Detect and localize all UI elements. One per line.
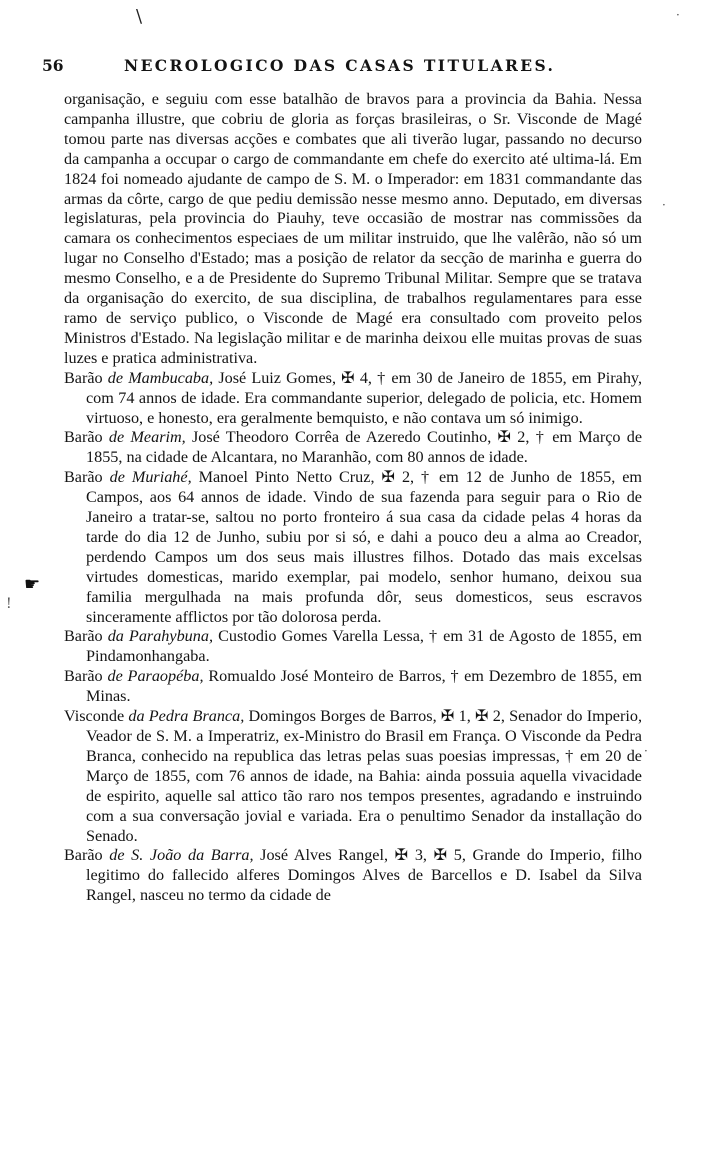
entry-rank: Barão — [64, 428, 103, 447]
obituary-entry — [64, 468, 642, 627]
continued-paragraph: organisação, e seguiu com esse batalhão de bravos para a provincia da Bahia. Nessa campanha illustre, que cobriu de gloria as forças brasileiras, o Sr. Visconde de Magé tomou parte nas diversas acções e combates que ali tiverão lugar, passando no decurso da campanha a occupar o cargo de commandante em chefe do exercito até ultima-lá. Em 1824 foi nomeado ajudante de campo de S. M. o Imperador: em 1831 commandante das armas da côrte, cargo de que pediu demissão nesse mesmo anno. Deputado, em diversas legislaturas, pela provincia do Piauhy, teve occasião de mostrar nas commissões da camara os conhecimentos especiaes de um militar instruido, que lhe valêrão, não só um lugar no Conselho d'Estado; mas a posição de relator da secção de marinha e guerra do mesmo Conselho, e a de Presidente do Supremo Tribunal Militar. Sempre que se tratava da organisação do exercito, de sua disciplina, de trabalhos regulamentares para esse ramo de serviço publico, o Visconde de Magé era consultado com proveito pelos Ministros d'Estado. Na legislação militar e de marinha deixou elle muitas provas de suas luzes e pratica administrativa. — [64, 90, 642, 367]
margin-dot: · — [644, 744, 648, 758]
entry-text: José Theodoro Corrêa de Azeredo Coutinho, ✠ 2, † em Março de 1855, na cidade de Alcantara, no Maranhão, com 80 annos de idade. — [86, 428, 643, 467]
obituary-entry — [64, 428, 642, 468]
page-margin-mark: \ — [136, 6, 143, 27]
obituary-entry — [64, 707, 642, 846]
entry-rank: Visconde — [64, 707, 125, 726]
entry-rank: Barão — [64, 667, 103, 686]
entry-title-place: de Mambucaba, — [107, 368, 214, 387]
obituary-entry — [64, 667, 642, 707]
entry-rank: Barão — [64, 846, 103, 865]
entry-text: José Luiz Gomes, ✠ 4, † em 30 de Janeiro de 1855, em Pirahy, com 74 annos de idade. Era commandante superior, delegado de policia, etc. Homem virtuoso, e honesto, era geralmente bemquisto, e não contava um só inimigo. — [86, 368, 643, 427]
entry-rank: Barão — [64, 468, 103, 487]
entry-rank: Barão — [64, 627, 103, 646]
page-header — [42, 56, 642, 80]
page-body — [64, 90, 642, 906]
entry-title-place: da Pedra Branca, — [128, 707, 245, 726]
entry-title-place: da Parahybuna, — [107, 627, 214, 646]
entry-title-place: de Mearim, — [108, 428, 186, 447]
obituary-entry — [64, 846, 642, 906]
pointing-hand-icon: ☛ — [24, 574, 41, 595]
margin-dot: · — [676, 8, 680, 22]
entry-text: Romualdo José Monteiro de Barros, † em Dezembro de 1855, em Minas. — [86, 667, 643, 706]
entry-text: Custodio Gomes Varella Lessa, † em 31 de Agosto de 1855, em Pindamonhangaba. — [86, 627, 642, 666]
entry-text: Manoel Pinto Netto Cruz, ✠ 2, † em 12 de Junho de 1855, em Campos, aos 64 annos de idade. Vindo de sua fazenda para seguir para o Rio de Janeiro a tratar-se, saltou no porto fronteiro á sua casa da cidade pelas 4 horas da tarde do dia 12 de Junho, subiu por si só, e dahi a pouco deu a alma ao Creador, perdendo Campos um dos seus mais illustres filhos. Dotado das mais excelsas virtudes domesticas, marido exemplar, pai modelo, senhor humano, deixou sua familia mergulhada na mais profunda dôr, seus domesticos, seus escravos sinceramente afflictos por tão dolorosa perda. — [86, 468, 643, 626]
entry-title-place: de Muriahé, — [109, 468, 192, 487]
margin-mark-left: ! — [6, 596, 12, 612]
entry-title-place: de Paraopéba, — [107, 667, 204, 686]
entry-title-place: de S. João da Barra, — [109, 846, 254, 865]
entry-text: Domingos Borges de Barros, ✠ 1, ✠ 2, Senador do Imperio, Veador de S. M. a Imperatriz, ex-Ministro do Brasil em França. O Visconde da Pedra Branca, conhecido na republica das letras pelas suas poesias impressas, † em 20 de Março de 1855, com 76 annos de idade, na Bahia: ainda possuia aquella vivacidade de espirito, aquelle sal attico tão raro nos tempos presentes, agradando e instruindo com a sua conversação jovial e variada. Era o penultimo Senador da installação do Senado. — [86, 707, 643, 845]
obituary-entry — [64, 627, 642, 667]
obituary-entry — [64, 369, 642, 429]
margin-dot: · — [662, 198, 666, 212]
entry-rank: Barão — [64, 368, 103, 387]
entry-text: José Alves Rangel, ✠ 3, ✠ 5, Grande do Imperio, filho legitimo do fallecido alferes Domingos Alves de Barcellos e D. Isabel da Silva Rangel, nasceu no termo da cidade de — [86, 846, 643, 905]
page-number: 56 — [42, 56, 64, 75]
running-title: NECROLOGICO DAS CASAS TITULARES. — [124, 56, 556, 75]
